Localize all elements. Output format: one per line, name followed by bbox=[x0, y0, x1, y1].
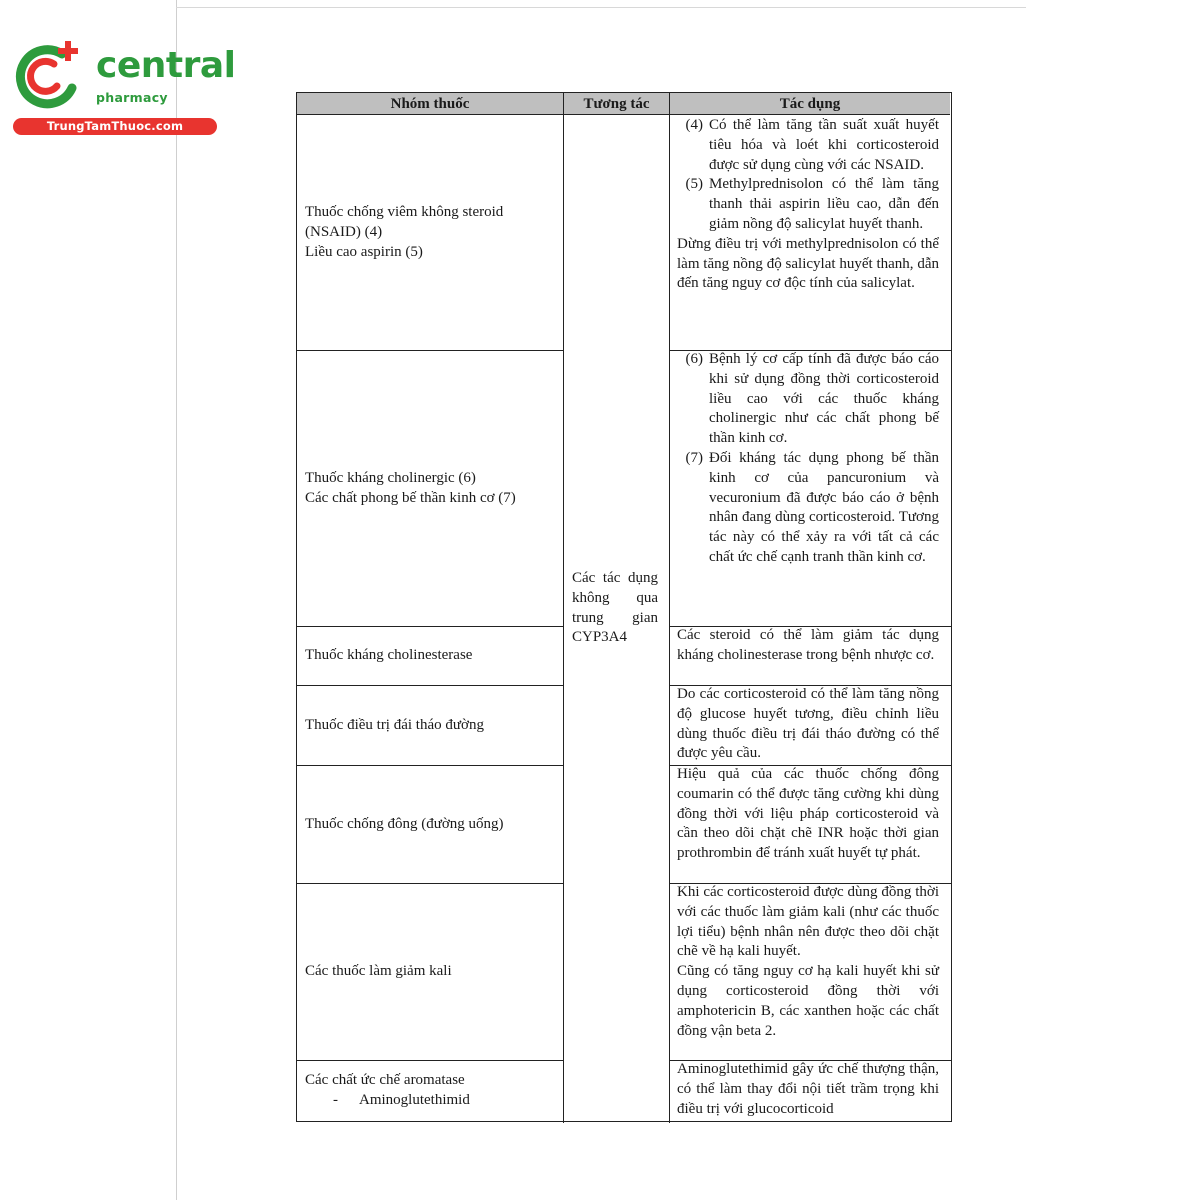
drug-group-cell bbox=[305, 351, 557, 626]
drug-group-line: Liều cao aspirin (5) bbox=[305, 243, 423, 260]
dash-bullet: - bbox=[333, 1092, 338, 1108]
item-text: Có thể làm tăng tần suất xuất huyết tiêu hóa và loét khi corticosteroid được sử dụng cùng với các NSAID. bbox=[709, 117, 939, 173]
drug-group-cell bbox=[305, 766, 557, 883]
interaction-type-cell: Các tác dụng không qua trung gian CYP3A4 bbox=[572, 570, 658, 646]
column-divider bbox=[669, 93, 670, 1123]
drug-group-cell bbox=[305, 884, 557, 1060]
drug-group-line: Thuốc kháng cholinergic (6) bbox=[305, 469, 476, 486]
item-text: Đối kháng tác dụng phong bế thần kinh cơ của pancuronium và vecuronium đã được báo cáo ở bệnh nhân đang dùng corticosteroid. Tương tác này có thể xảy ra với tất cả các chất ức chế cạnh tranh thần kinh cơ. bbox=[709, 449, 939, 565]
drug-group-line: Các chất phong bế thần kinh cơ (7) bbox=[305, 489, 516, 506]
effect-item bbox=[677, 449, 939, 568]
effect-cell bbox=[677, 883, 939, 1041]
drug-group-line: Các chất ức chế aromatase bbox=[305, 1072, 465, 1089]
drug-group-cell bbox=[305, 116, 557, 350]
item-number: (6) bbox=[685, 351, 703, 367]
logo-url-badge: TrungTamThuoc.com bbox=[13, 118, 217, 135]
drug-group-cell bbox=[305, 1061, 557, 1121]
drug-group-line: Thuốc chống đông (đường uống) bbox=[305, 815, 504, 832]
central-pharmacy-logo bbox=[8, 36, 236, 136]
effect-cell bbox=[677, 350, 939, 568]
effect-item bbox=[677, 116, 939, 175]
interaction-table bbox=[296, 92, 952, 1122]
header-effect: Tác dụng bbox=[670, 93, 950, 115]
header-interaction: Tương tác bbox=[564, 93, 669, 115]
drug-group-cell bbox=[305, 686, 557, 765]
drug-group-line: Thuốc kháng cholinesterase bbox=[305, 647, 473, 664]
logo-name: central bbox=[96, 45, 236, 86]
drug-group-line: Thuốc chống viêm không steroid (NSAID) (4) bbox=[305, 204, 504, 241]
column-divider bbox=[563, 93, 564, 1123]
drug-group-line: Các thuốc làm giảm kali bbox=[305, 963, 452, 980]
logo-subtitle: pharmacy bbox=[96, 90, 168, 105]
drug-group-cell bbox=[305, 627, 557, 685]
effect-item bbox=[677, 350, 939, 449]
item-number: (4) bbox=[685, 117, 703, 133]
effect-text: Hiệu quả của các thuốc chống đông coumarin có thể được tăng cường khi dùng đồng thời với liệu pháp corticosteroid và cần theo dõi chặt chẽ INR hoặc thời gian prothrombin để tránh xuất huyết tự phát. bbox=[677, 766, 939, 862]
effect-item bbox=[677, 175, 939, 234]
page-edge-left bbox=[176, 0, 177, 1200]
effect-text: Cũng có tăng nguy cơ hạ kali huyết khi sử dụng corticosteroid đồng thời với amphotericin B, các xanthen hoặc các chất đồng vận beta 2. bbox=[677, 963, 939, 1039]
effect-text: Khi các corticosteroid được dùng đồng thời với các thuốc làm giảm kali (như các thuốc lợi tiểu) bệnh nhân nên được theo dõi chặt chẽ về hạ kali huyết. bbox=[677, 884, 939, 960]
effect-cell bbox=[677, 116, 939, 294]
effect-text: Do các corticosteroid có thể làm tăng nồng độ glucose huyết tương, điều chỉnh liều dùng thuốc điều trị đái tháo đường có thể được yêu cầu. bbox=[677, 686, 939, 762]
item-number: (5) bbox=[685, 176, 703, 193]
effect-text: Dừng điều trị với methylprednisolon có thể làm tăng nồng độ salicylat huyết thanh, dẫn đến tăng nguy cơ độc tính của salicylat. bbox=[677, 235, 939, 292]
page-edge-top bbox=[176, 7, 1026, 8]
item-number: (7) bbox=[685, 449, 703, 466]
effect-text: Aminoglutethimid gây ức chế thượng thận, có thể làm thay đổi nội tiết trầm trọng khi điều trị với glucocorticoid bbox=[677, 1061, 939, 1117]
drug-sub-name: Aminoglutethimid bbox=[359, 1092, 470, 1108]
drug-group-line: Thuốc điều trị đái tháo đường bbox=[305, 716, 484, 733]
header-drug-group: Nhóm thuốc bbox=[297, 93, 563, 115]
drug-sub-item bbox=[305, 1091, 557, 1111]
item-text: Bệnh lý cơ cấp tính đã được báo cáo khi sử dụng đồng thời corticosteroid liều cao với các thuốc kháng cholinergic như các chất phong bế thần kinh cơ. bbox=[709, 351, 939, 447]
effect-text: Các steroid có thể làm giảm tác dụng kháng cholinesterase trong bệnh nhược cơ. bbox=[677, 627, 939, 663]
pharmacy-cross-icon bbox=[12, 38, 84, 110]
item-text: Methylprednisolon có thể làm tăng thanh thải aspirin liều cao, dẫn đến giảm nồng độ salicylat huyết thanh. bbox=[709, 176, 939, 232]
